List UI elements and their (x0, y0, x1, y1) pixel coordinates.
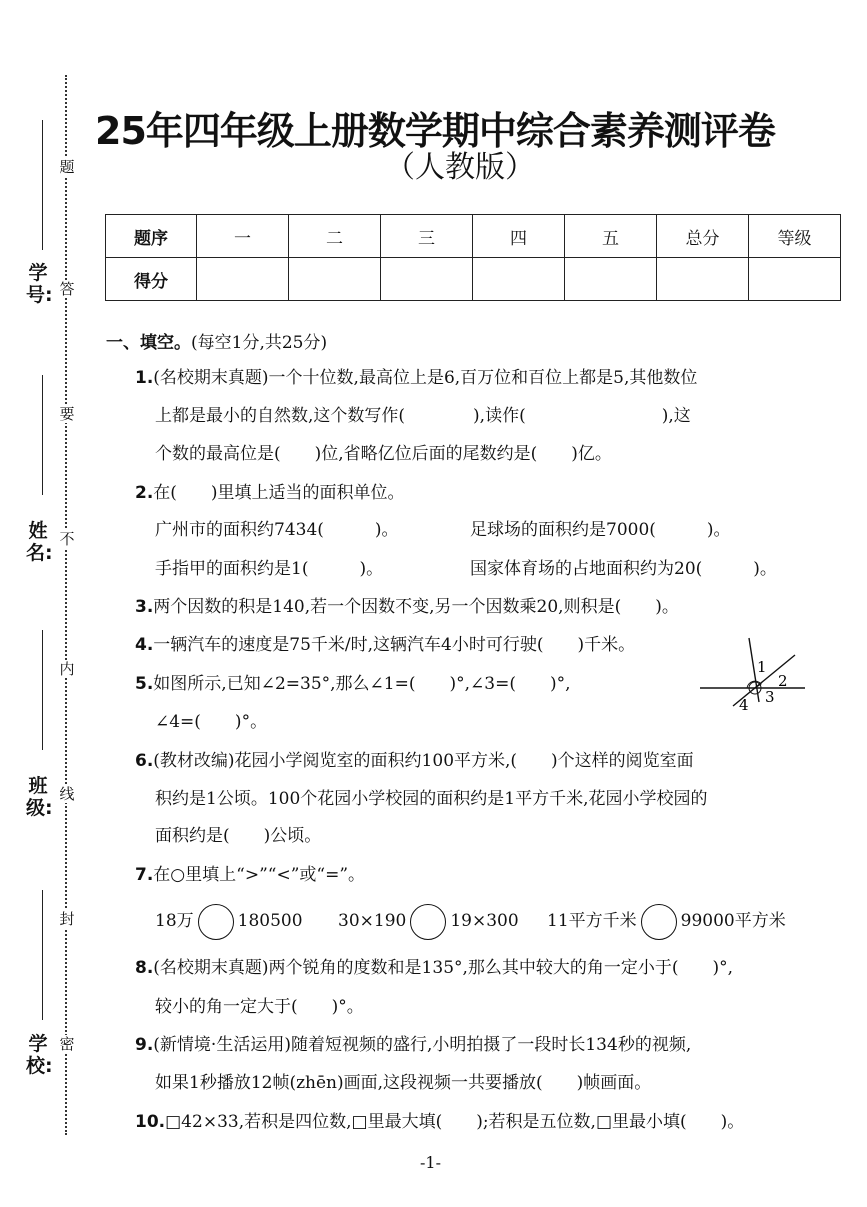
comparison-pair (547, 903, 786, 940)
question-number: 2. (135, 483, 154, 503)
question-number: 10. (135, 1112, 166, 1132)
question-8 (135, 956, 733, 980)
page-title: 25年四年级上册数学期中综合素养测评卷 (95, 109, 775, 153)
comparison-circle[interactable] (641, 904, 677, 940)
question-text: (教材改编)花园小学阅览室的面积约100平方米,( )个这样的阅览室面 (153, 751, 694, 771)
seal-char: 线 (59, 785, 75, 803)
question-text: 上都是最小的自然数,这个数写作( ),读作( ),这 (155, 406, 691, 426)
comparison-circle[interactable] (198, 904, 234, 940)
question-3 (135, 595, 679, 619)
angle-label: 1 (757, 658, 767, 676)
question-number: 5. (135, 674, 154, 694)
question-text: 较小的角一定大于( )°。 (155, 997, 364, 1017)
table-header-cell: 等级 (749, 215, 841, 258)
question-number: 6. (135, 751, 154, 771)
question-text: 在○里填上“>”“<”或“=”。 (153, 865, 366, 885)
question-text: 手指甲的面积约是1( )。 (155, 559, 384, 579)
section-note: (每空1分,共25分) (191, 333, 328, 353)
comparison-circle[interactable] (410, 904, 446, 940)
section-title: 一、填空。 (106, 333, 191, 353)
score-cell[interactable] (565, 258, 657, 301)
score-cell[interactable] (197, 258, 289, 301)
question-text: 在( )里填上适当的面积单位。 (153, 483, 405, 503)
question-2 (135, 481, 405, 505)
score-cell[interactable] (749, 258, 841, 301)
table-header-cell: 四 (473, 215, 565, 258)
comparison-left: 18万 (155, 911, 194, 931)
question-text: □42×33,若积是四位数,□里最大填( );若积是五位数,□里最小填( )。 (165, 1112, 745, 1132)
comparison-left: 30×190 (338, 911, 407, 931)
table-header-cell: 得分 (106, 258, 197, 301)
score-cell[interactable] (381, 258, 473, 301)
angle-label: 2 (778, 672, 788, 690)
comparison-pair (338, 903, 519, 940)
question-text: (名校期末真题)一个十位数,最高位上是6,百万位和百位上都是5,其他数位 (153, 368, 698, 388)
question-6 (135, 749, 694, 773)
score-table (105, 214, 841, 301)
angle-label: 4 (739, 696, 749, 714)
question-5 (135, 672, 571, 696)
score-cell[interactable] (289, 258, 381, 301)
question-text: 积约是1公顷。100个花园小学校园的面积约是1平方千米,花园小学校园的 (155, 789, 708, 809)
student-id-label: 学号: (26, 262, 53, 306)
comparison-right: 180500 (237, 911, 303, 931)
comparison-right: 99000平方米 (680, 911, 786, 931)
class-label: 班级: (26, 775, 53, 819)
table-header-cell: 题序 (106, 215, 197, 258)
question-text: 足球场的面积约是7000( )。 (470, 520, 731, 540)
score-table-score-row (106, 258, 841, 301)
question-text: 个数的最高位是( )位,省略亿位后面的尾数约是( )亿。 (155, 444, 612, 464)
question-10 (135, 1110, 744, 1134)
question-9 (135, 1033, 691, 1057)
seal-char: 要 (59, 405, 75, 423)
score-cell[interactable] (473, 258, 565, 301)
section-heading (106, 328, 327, 353)
table-header-cell: 一 (197, 215, 289, 258)
name-line (42, 375, 43, 495)
question-text: 一辆汽车的速度是75千米/时,这辆汽车4小时可行驶( )千米。 (153, 635, 636, 655)
question-text: 如图所示,已知∠2=35°,那么∠1=( )°,∠3=( )°, (153, 674, 571, 694)
question-text: (新情境·生活运用)随着短视频的盛行,小明拍摄了一段时长134秒的视频, (153, 1035, 692, 1055)
page-subtitle: （人教版） (385, 150, 535, 185)
question-text: 国家体育场的占地面积约为20( )。 (470, 559, 777, 579)
question-number: 8. (135, 958, 154, 978)
angle-figure (695, 630, 810, 720)
table-header-cell: 五 (565, 215, 657, 258)
question-4 (135, 633, 635, 657)
comparison-left: 11平方千米 (547, 911, 637, 931)
question-number: 3. (135, 597, 154, 617)
seal-char: 不 (59, 530, 75, 548)
question-text: 面积约是( )公顷。 (155, 826, 322, 846)
table-header-cell: 三 (381, 215, 473, 258)
school-line (42, 890, 43, 1020)
question-number: 9. (135, 1035, 154, 1055)
table-header-cell: 总分 (657, 215, 749, 258)
question-number: 4. (135, 635, 154, 655)
question-text: ∠4=( )°。 (155, 712, 268, 732)
question-7 (135, 863, 365, 887)
question-number: 7. (135, 865, 154, 885)
class-line (42, 630, 43, 750)
page-number: -1- (420, 1153, 441, 1172)
name-label: 姓名: (26, 520, 53, 564)
question-text: (名校期末真题)两个锐角的度数和是135°,那么其中较大的角一定小于( )°, (153, 958, 734, 978)
seal-char: 密 (59, 1035, 75, 1053)
question-number: 1. (135, 368, 154, 388)
seal-char: 封 (59, 910, 75, 928)
comparison-right: 19×300 (450, 911, 519, 931)
binding-dotted-line (65, 75, 67, 1135)
student-id-line (42, 120, 43, 250)
question-text: 如果1秒播放12帧(zhēn)画面,这段视频一共要播放( )帧画面。 (155, 1073, 652, 1093)
comparison-pair (155, 903, 303, 940)
angle-label: 3 (765, 688, 775, 706)
table-header-cell: 二 (289, 215, 381, 258)
seal-char: 题 (59, 158, 75, 176)
seal-char: 答 (59, 280, 75, 298)
score-cell[interactable] (657, 258, 749, 301)
question-text: 两个因数的积是140,若一个因数不变,另一个因数乘20,则积是( )。 (153, 597, 679, 617)
seal-char: 内 (59, 660, 75, 678)
question-1 (135, 366, 697, 390)
score-table-header-row (106, 215, 841, 258)
school-label: 学校: (26, 1033, 53, 1077)
question-text: 广州市的面积约7434( )。 (155, 520, 399, 540)
